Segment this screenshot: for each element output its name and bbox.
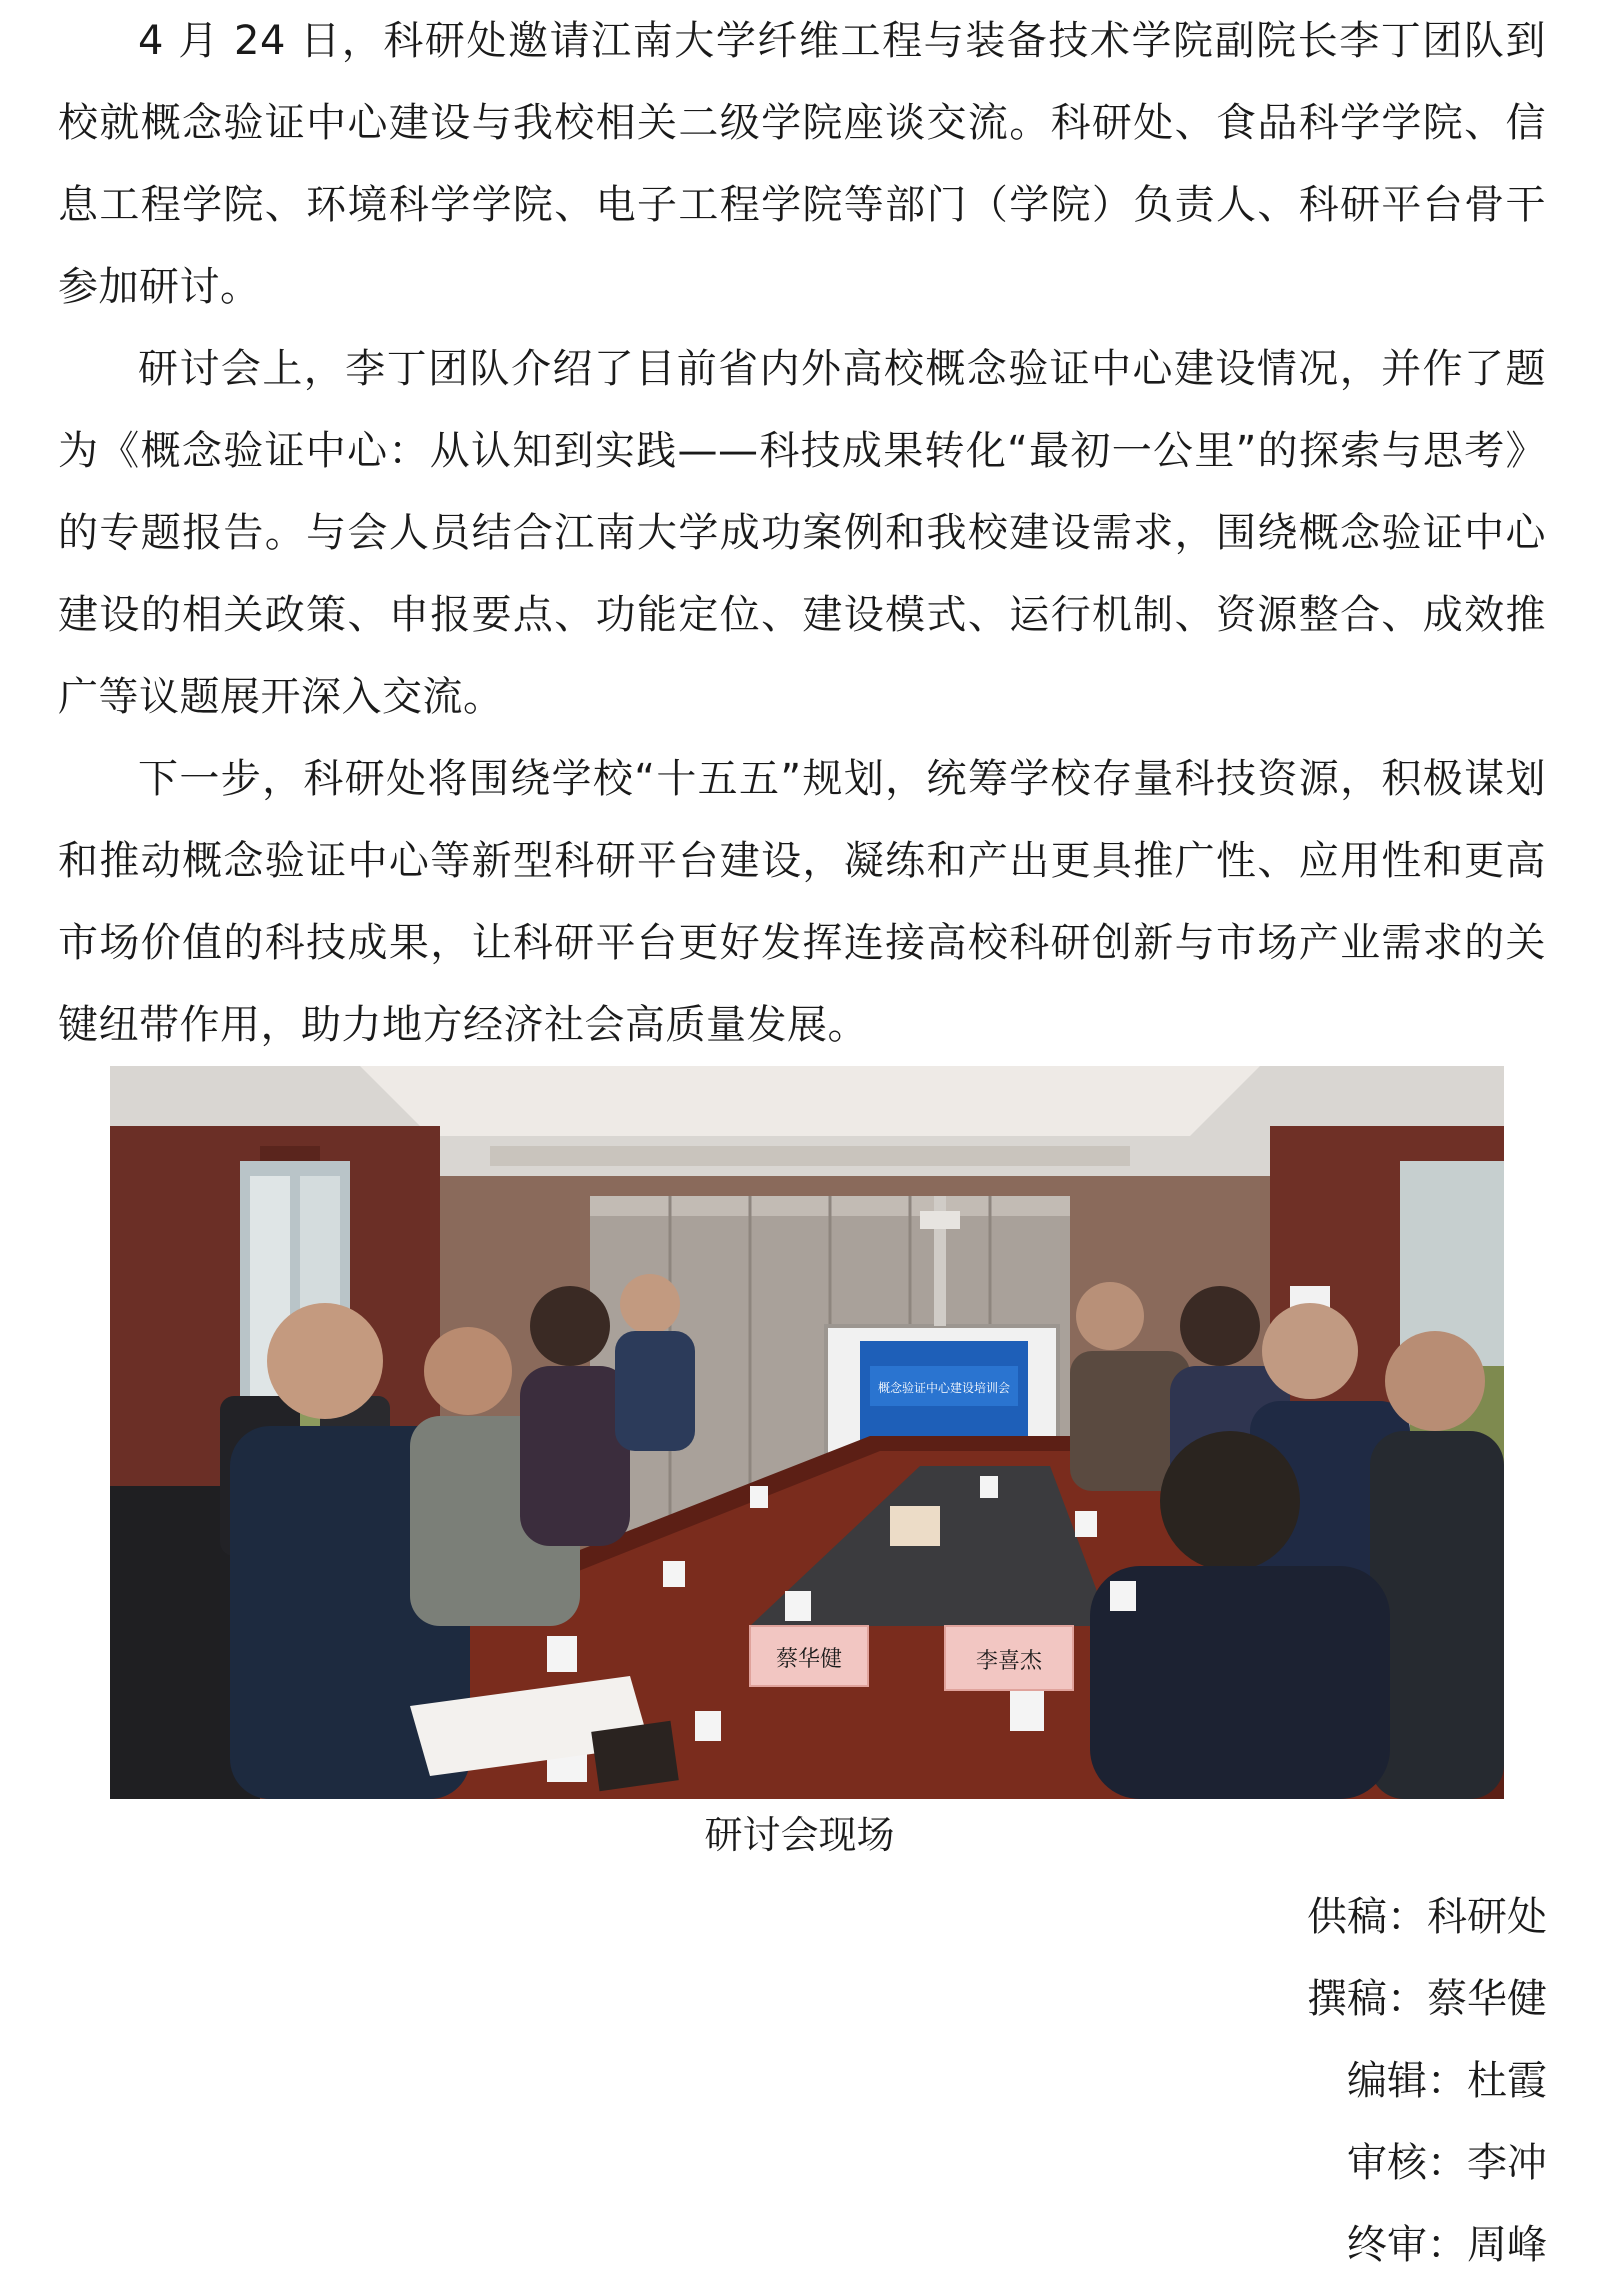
credit-label: 供稿： xyxy=(1307,1894,1427,1940)
nameplate-left: 蔡华健 xyxy=(775,1647,843,1672)
credit-value: 杜霞 xyxy=(1467,2058,1547,2104)
credit-value: 李冲 xyxy=(1467,2140,1547,2186)
credit-label: 终审： xyxy=(1347,2222,1467,2268)
credit-line xyxy=(847,2122,1547,2204)
credit-value: 蔡华健 xyxy=(1427,1976,1547,2022)
paragraph-2: 研讨会上，李丁团队介绍了目前省内外高校概念验证中心建设情况，并作了题为《概念验证中心：从认知到实践——科技成果转化“最初一公里”的探索与思考》的专题报告。与会人员结合江南大学成功案例和我校建设需求，围绕概念验证中心建设的相关政策、申报要点、功能定位、建设模式、运行机制、资源整合、成效推广等议题展开深入交流。 xyxy=(58,346,1546,720)
photo-caption: 研讨会现场 xyxy=(704,1813,895,1857)
credit-label: 编辑： xyxy=(1347,2058,1467,2104)
article-body xyxy=(58,0,1546,1066)
credit-value: 周峰 xyxy=(1467,2222,1547,2268)
credit-line xyxy=(847,2040,1547,2122)
credit-line xyxy=(847,2204,1547,2286)
nameplate-right: 李喜杰 xyxy=(975,1649,1043,1674)
screen-title: 概念验证中心建设培训会 xyxy=(877,1381,1011,1395)
credits xyxy=(847,1876,1547,2286)
credit-label: 撰稿： xyxy=(1307,1976,1427,2022)
credit-value: 科研处 xyxy=(1427,1894,1547,1940)
paragraph-3: 下一步，科研处将围绕学校“十五五”规划，统筹学校存量科技资源，积极谋划和推动概念验证中心等新型科研平台建设，凝练和产出更具推广性、应用性和更高市场价值的科技成果，让科研平台更好发挥连接高校科研创新与市场产业需求的关键纽带作用，助力地方经济社会高质量发展。 xyxy=(58,756,1546,1048)
credit-line xyxy=(847,1958,1547,2040)
meeting-photo xyxy=(110,1066,1504,1799)
paragraph-1: 4 月 24 日，科研处邀请江南大学纤维工程与装备技术学院副院长李丁团队到校就概念验证中心建设与我校相关二级学院座谈交流。科研处、食品科学学院、信息工程学院、环境科学学院、电子工程学院等部门（学院）负责人、科研平台骨干参加研讨。 xyxy=(58,18,1546,310)
credit-label: 审核： xyxy=(1347,2140,1467,2186)
credit-line xyxy=(847,1876,1547,1958)
